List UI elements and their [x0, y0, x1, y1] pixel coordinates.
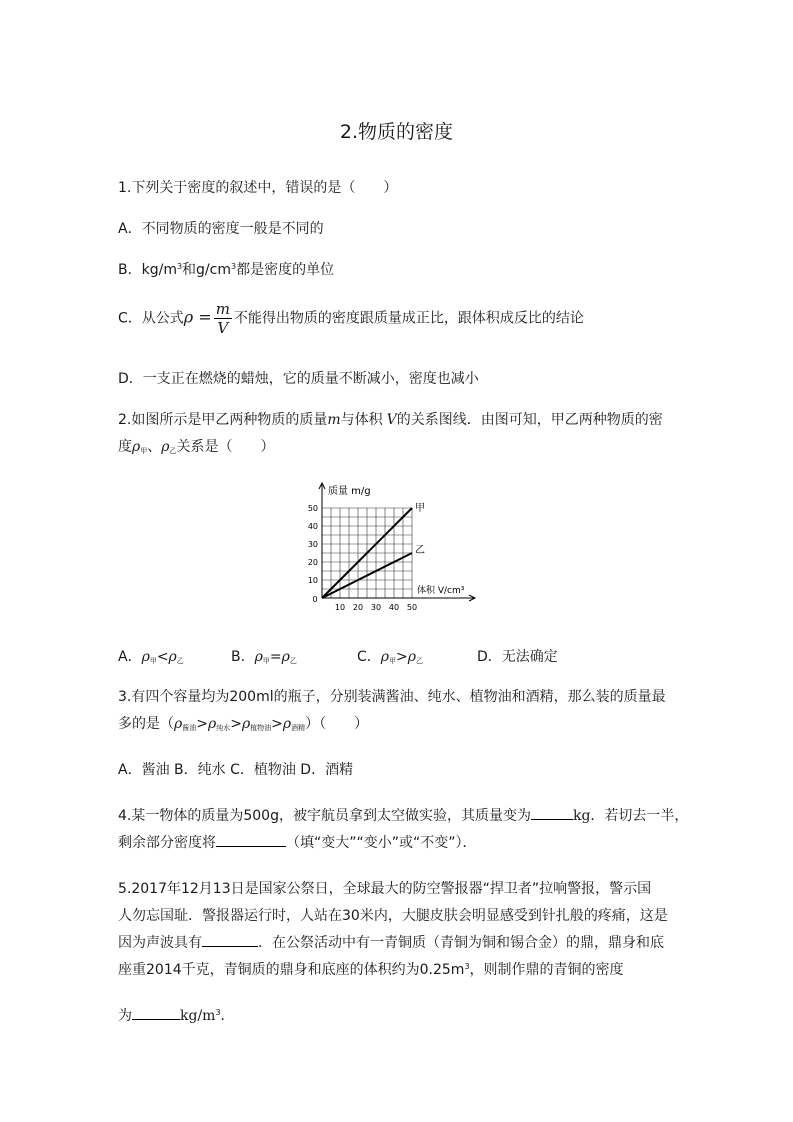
choice-a-label: A．	[118, 649, 142, 665]
sub-soy-sauce: 酱油	[182, 724, 197, 732]
q5-line1: 5.2017年12月13日是国家公祭日，全球最大的防空警报器“捍卫者”拉响警报，警示国	[118, 881, 652, 897]
q4-l2-pre: 剩余部分密度将	[118, 835, 216, 851]
y-axis-label: 质量 m/g	[328, 486, 371, 497]
q4-l1-pre: 4.某一物体的质量为500g，被宇航员拿到太空做实验，其质量变为	[118, 808, 531, 824]
answer-blank[interactable]	[531, 805, 573, 820]
sub-yi: 乙	[176, 657, 184, 665]
q2-l1-pre: 2.如图所示是甲乙两种物质的质量	[118, 412, 328, 428]
rho-symbol: ρ	[141, 649, 150, 665]
op-greater: >	[196, 716, 208, 732]
density-fraction	[214, 300, 232, 337]
answer-blank[interactable]	[216, 832, 286, 847]
y-tick-label: 20	[307, 558, 318, 567]
fraction-denominator: V	[217, 319, 229, 337]
q5-l3-post: ．在公祭活动中有一青铜质（青铜为铜和锡合金）的鼎，鼎身和底	[258, 935, 664, 951]
q1-c-post: 不能得出物质的密度跟质量成正比，跟体积成反比的结论	[233, 310, 584, 327]
q5-l4-post: ，则制作鼎的青铜的密度	[469, 962, 624, 978]
op-greater: >	[396, 649, 408, 665]
sub-vegetable-oil: 植物油	[250, 724, 272, 732]
rho-symbol: ρ	[207, 716, 217, 732]
origin-label: 0	[312, 595, 318, 604]
q1-c-pre: C．从公式	[118, 310, 184, 327]
x-tick-label: 50	[406, 603, 418, 612]
rho-symbol: ρ	[241, 716, 251, 732]
q5-line4	[118, 959, 624, 979]
q1-b-sup2: 3	[231, 262, 237, 271]
q3-l2-pre: 多的是（	[118, 716, 174, 732]
rho-symbol: ρ	[407, 649, 416, 665]
q1-b-pre: B．kg/m	[118, 262, 177, 278]
q3-choices: A．酱油 B．纯水 C．植物油 D．酒精	[118, 762, 354, 778]
x-tick-label: 20	[352, 603, 364, 612]
q2-l2-sep: 、	[147, 439, 162, 455]
rho-symbol: ρ	[254, 649, 263, 665]
q2-choice-b	[231, 646, 297, 666]
q4-line1	[118, 805, 688, 825]
q2-choice-a	[118, 646, 184, 666]
sub-jia: 甲	[149, 657, 157, 665]
q5-l5-pre: 为	[118, 1008, 132, 1024]
sub-jia: 甲	[140, 447, 148, 455]
q5-line2: 人勿忘国耻．警报器运行时，人站在30米内，大腿皮肤会明显感受到针扎般的疼痛，这是	[118, 908, 668, 924]
q5-line5	[118, 1005, 235, 1025]
q2-l2-pre: 度	[118, 439, 132, 455]
q3-stem-line2	[118, 713, 368, 733]
q1-stem: 1.下列关于密度的叙述中，错误的是（ ）	[118, 180, 398, 196]
y-tick-label: 10	[307, 576, 318, 585]
series-label-yi: 乙	[415, 545, 425, 556]
q5-line3	[118, 932, 664, 952]
answer-blank[interactable]	[202, 932, 258, 947]
rho-symbol: ρ	[161, 439, 170, 455]
y-tick-label: 30	[307, 540, 318, 549]
x-axis-label: 体积 V/cm³	[417, 586, 465, 596]
q5-l3-pre: 因为声波具有	[118, 935, 202, 951]
q2-l1-v: V	[386, 412, 397, 428]
q5-l4-sup: 3	[464, 962, 470, 971]
rho-symbol: ρ	[168, 649, 177, 665]
q1-b-post: 都是密度的单位	[236, 262, 335, 278]
q1-option-d: D．一支正在燃烧的蜡烛，它的质量不断减小，密度也减小	[118, 371, 479, 387]
page-title: 2.物质的密度	[339, 121, 454, 143]
x-tick-label: 40	[388, 603, 400, 612]
q5-l5-end: ．	[220, 1008, 235, 1024]
sub-yi: 乙	[169, 447, 177, 455]
answer-blank[interactable]	[132, 1005, 180, 1020]
q1-c-rho: ρ =	[183, 307, 212, 327]
rho-symbol: ρ	[380, 649, 390, 665]
y-tick-label: 40	[307, 522, 318, 531]
sub-alcohol: 酒精	[291, 724, 306, 732]
fraction-numerator: m	[215, 300, 230, 318]
q3-l2-post: ）（ ）	[305, 716, 369, 732]
sub-water: 纯水	[216, 724, 231, 732]
q5-l5-post: kg/m	[180, 1008, 216, 1024]
q2-l1-m: m	[327, 412, 341, 428]
q2-choice-d: D．无法确定	[477, 649, 558, 665]
x-tick-label: 30	[370, 603, 382, 612]
rho-symbol: ρ	[282, 716, 292, 732]
chart-axes	[319, 483, 475, 601]
q2-l1-post: 的关系图线．由图可知，甲乙两种物质的密	[396, 412, 663, 428]
x-tick-label: 10	[334, 603, 346, 612]
series-label-jia: 甲	[415, 503, 425, 514]
sub-jia: 甲	[389, 657, 397, 665]
rho-symbol: ρ	[174, 716, 183, 732]
q5-l4-pre: 座重2014千克，青铜质的鼎身和底座的体积约为0.25m	[118, 962, 465, 978]
q2-stem-line2	[118, 436, 274, 456]
q2-stem-line1	[118, 409, 663, 429]
q1-option-b	[118, 259, 334, 279]
q5-l5-sup: 3	[215, 1008, 221, 1017]
q1-b-mid: 和g/cm	[182, 262, 231, 278]
q4-l2-post: （填“变大”“变小”或“不变”）．	[286, 835, 477, 851]
q4-line2	[118, 832, 477, 852]
q3-stem-line1: 3.有四个容量均为200ml的瓶子，分别装满酱油、纯水、植物油和酒精，那么装的质量最	[118, 689, 666, 705]
sub-yi: 乙	[289, 657, 297, 665]
op-greater: >	[271, 716, 283, 732]
q2-l1-mid: 与体积	[340, 412, 383, 428]
q1-option-c	[118, 300, 584, 337]
q4-l1-post: kg．若切去一半，	[572, 808, 689, 824]
rho-symbol: ρ	[132, 439, 141, 455]
q2-l2-post: 关系是（ ）	[176, 439, 275, 455]
choice-b-label: B．	[231, 649, 255, 665]
op-less: <	[156, 649, 169, 665]
rho-symbol: ρ	[281, 649, 290, 665]
op-equal: =	[269, 649, 282, 665]
y-tick-label: 50	[307, 504, 318, 513]
q1-option-a: A．不同物质的密度一般是不同的	[118, 221, 324, 237]
op-greater: >	[230, 716, 242, 732]
q2-choice-c	[357, 646, 423, 666]
sub-yi: 乙	[415, 657, 423, 665]
mass-volume-chart	[300, 480, 490, 615]
choice-c-label: C．	[357, 649, 381, 665]
sub-jia: 甲	[262, 657, 270, 665]
q1-b-sup1: 3	[176, 262, 183, 271]
